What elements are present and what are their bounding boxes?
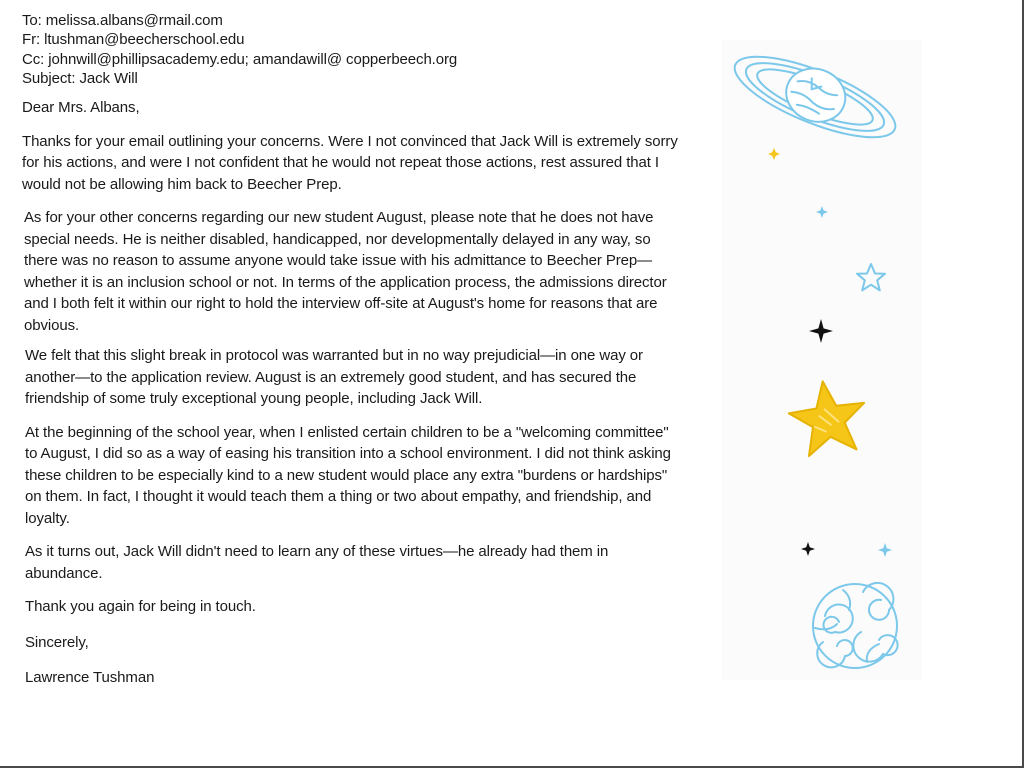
letter-paragraph: As for your other concerns regarding our new student August, please note that he does not have special needs. He is neither disabled, handicapped, nor developmentally delayed in any way, so there was no reason to assume anyone would take issue with his admittance to Beecher Prep—whether it is an inclusion school or not. In terms of the application process, the admissions director and I both felt it within our right to hold the interview off-site at August's home for reasons that are obvious. <box>24 209 667 334</box>
sparkle-icon <box>809 319 833 343</box>
email-to-line: To: melissa.albans@rmail.com <box>22 12 223 29</box>
email-subject-line: Subject: Jack Will <box>22 69 138 87</box>
email-letter <box>22 11 682 689</box>
email-from-line: Fr: ltushman@beecherschool.edu <box>22 31 245 49</box>
letter-paragraph: At the beginning of the school year, when I enlisted certain children to be a "welcoming committee" to August, I did so as a way of easing his transition into a school environment. I did not think asking these children to be especially kind to a new student would place any extra "burdens or hardships" on them. In fact, I thought it would teach them a thing or two about empathy, and friendship, and loyalty. <box>25 423 671 527</box>
letter-paragraph: As it turns out, Jack Will didn't need to learn any of these virtues—he already had them in abundance. <box>25 543 609 582</box>
space-decoration-panel <box>722 40 922 680</box>
swirl-planet-icon <box>813 583 898 668</box>
sparkle-icon <box>816 206 828 218</box>
sparkle-icon <box>878 543 892 557</box>
star-outline-icon <box>857 264 885 290</box>
letter-signature: Lawrence Tushman <box>25 669 155 687</box>
sparkle-icon <box>801 542 815 556</box>
ringed-planet-icon <box>726 40 906 153</box>
letter-paragraph: We felt that this slight break in protocol was warranted but in no way prejudicial—in one way or another—to the application review. August is an extremely good student, and has secured the friendship of some truly exceptional young people, including Jack Will. <box>25 347 643 408</box>
sparkle-icon <box>768 148 780 160</box>
star-filled-icon <box>785 376 870 458</box>
letter-closing: Sincerely, <box>25 633 89 651</box>
letter-paragraph: Thank you again for being in touch. <box>25 598 256 616</box>
email-header <box>22 11 682 88</box>
letter-paragraph: Thanks for your email outlining your concerns. Were I not convinced that Jack Will is extremely sorry for his actions, and were I not confident that he would not repeat those actions, rest assured that I would not be allowing him back to Beecher Prep. <box>22 132 678 193</box>
email-cc-line: Cc: johnwill@phillipsacademy.edu; amandawill@ copperbeech.org <box>22 50 458 68</box>
letter-salutation: Dear Mrs. Albans, <box>22 99 140 117</box>
